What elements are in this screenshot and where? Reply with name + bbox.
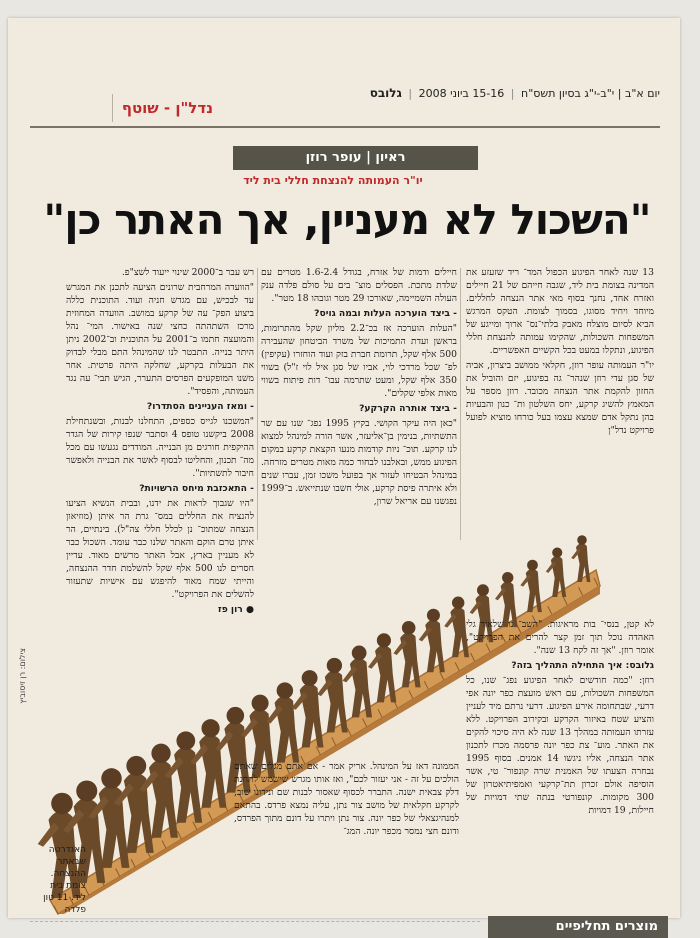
soldier-figure	[520, 560, 541, 612]
page-header	[30, 66, 660, 128]
column-divider	[257, 268, 258, 540]
photo-caption: האנדרטה שבאתר ההנצחה. צומת בית ליד. 11 טון פלדה	[43, 845, 86, 915]
headline: "השכול לא מעניין, אך האתר כן"	[43, 195, 651, 244]
paragraph: לא קטן, בנסי־ בות מראיגות. "השב־ נו שלאור גלי האהדה נוכל תוך זמן קצר להרים את הפרויקט", אומר רוזן. "אך זה לקח 13 שנה".	[466, 619, 654, 656]
paragraph: רש עבר ב־2000 שינוי ייעוד לשצ"פ.	[121, 267, 254, 278]
interview-question: - ביצד אותרה הקרקע?	[359, 403, 457, 414]
newspaper-page	[8, 18, 680, 934]
paragraph: חיילים ודמות של אזרח, בגודל 1.6-2.4 מטרים עם שלדת מתכת. הפסלים מוצ־ בים על סולם פלדה ענק העולה השמיימה, שאורכו 29 מטר וגובהו 18 מטר".	[261, 267, 457, 304]
soldier-figure	[393, 621, 420, 687]
paragraph: "היו שגבוך לראות את ידנו, ובבית הנשיא הציעו להנציח את החללים במס־ גרת הר איתן (מוזיאון הנצחה שמתוכ־ נן לכלל חללי צה"ל). בינתיים, הר איתן טרם הוקם והאתר שלנו כבר עומד. השכול כבר לא מעניין בארץ, אבל האתר מרשים מאוד. עדיין חסרים לנו 500 אלף שקל להשלמת חדר ההנצחה, והייתי שמח מאוד להיפגש עם אישיות שתעזור להשלים את הפרויקט".	[66, 498, 254, 600]
soldier-figure	[368, 633, 396, 702]
interview-question: - התאכזבת מיחס הרשויות?	[139, 483, 254, 494]
soldier-figure	[419, 609, 445, 673]
bottom-rule	[30, 921, 480, 934]
interview-question: - ומאז העניינים הסתדרו?	[146, 401, 254, 412]
paragraph: "כאן היה עיקר הקושי. בקיץ 1995 נפג־ שנו עם שר התשתיות, בנימין בן־אליעזר, אשר הורה למינהל למצוא לנו קרקע. תוכ־ ניות קודמות מנעו הקצאת קרקע במקום הפיגוע ממש, ובאלבנו לבחור כמה מאות מטרים מזרחה. במינהל הבטיחו לעזור אך בפועל משכו זמן, עברו שנים ולא איתרה פיסת קרקע, אולי חשבו שנתייאש. ב־1999 נפגשנו עם אריאל שרון,	[261, 418, 458, 507]
footer-section-band: מוצרים תחליפיים	[488, 916, 668, 938]
interview-question: גלובס: איך התחילה התהליך בזה?	[511, 660, 654, 671]
dateline: יום א"ב | י"ב-י"ג בסיון תשס"ח | 15-16 ביוני 2008 | גלובס	[369, 86, 660, 100]
date-gregorian: 15-16 ביוני 2008	[418, 87, 505, 100]
article-column-1-continued	[466, 618, 654, 900]
paragraph: רוזן: "כמה חודשים לאחר הפיגוע נפג־ שנו, כל המשפחות השכולות, עם ראש מועצת כפר יונה אפי דרעי, שבתחומה אירע הפיגוע. דרעי נרתם מיד לעניין והציע שטח באיזור הקרקע ובקירוב הפרויקט. ללא עזרתו העמותה במהלך 13 שנה לא היה סיכוי להקים את האתר. מוע־ צת כפר יונה פרסמה מכרז לתכנון אתר הנצחה, אליו ניגשו 14 אמנים. בסוף 1995 נבחרה הצעתו של האמנית שרה קונפור־ טי, אשר הוסיפה אולם זכרון תת־קרקעי ואמפיתיאטרון של 300 מקומות. קונפורטי בנתה שתי דמויות של חיילות, 19 דמויות	[466, 675, 654, 816]
byline: ראיון | עופר רוזן	[233, 146, 478, 170]
article-column-2	[261, 266, 457, 538]
publication-brand: גלובס	[369, 86, 402, 100]
soldier-figure	[546, 547, 566, 597]
paragraph: יו"ר העמותה עופר רוזן, חקלאי ממושב ביצרון, אביה של סגן עדי רוזן שנהר־ גה בפיגוע, יזם והוביל את החזון להקמת אתר הנצחה מכובד. רוזן מספר על המאמץ להשיג קרקע, יחס השלטון ות־ כנון והבעיות בהן נתקל אדם שמצא עצמו בעל כורחו מוציא לפועל פרויקט נדל"ן	[466, 360, 654, 436]
paragraph: 13 שנה לאחר הפיגוע הכפול המד־ ריד שזעזע את המדינה בצומת בית ליד, שגבה חייהם של 21 חיילים ואזרח אחד, נחנך בסוף מאי אתר הנצחה לחללים. מיוחד ויחיד מסוגו, בסמוך לצומת. הטקס המרגש הביא לסיום מוצלח מאבק בלתי־נס־ ארוך ומייגע של המשפחות השכולות, שהקימו עמותה להנצחת חללי הפיגוע, ונתקלו במעט בכל הקשיים האפשריים.	[466, 267, 654, 356]
section-tag: נדל"ן - שוטף	[112, 94, 213, 122]
paragraph: הממונה דאז על המינהל. אריק אמר - אם אתם מגלים שאתם הולכים על זה - אני יעזור לכם", ואז אותו מגרש שישמש לתחנת דלק צבאית ישנה. התברר לכסוף שאסור לבנות שם ונידונו שוב, לקרקע חקלאית של מושב צור נתן, עליה נמצא פרדס. בהתאם למנהיגצאלי של כפר יונה. צור נתן ויתרו על דונם מתוך הפרדס, ודונם חצי נמסר מכפר יונה. המג־	[234, 761, 459, 837]
kicker: יו"ר העמותה להנצחת חללי בית ליד	[243, 174, 423, 187]
interview-question: - ביצד הוערכה העלות ובמה גויס?	[314, 308, 457, 319]
soldier-figure	[343, 646, 372, 718]
paragraph: "הוועדה המרחבית שרונים הציעה לתכנן את המגרש עד לבכיש, עם מגדש חניה ועוד. התוכנית כללה ביצוע הפק־ עה של קרקע במושב. הוועדה המחוזית מרכז השתהתה כחצי שנה באישור. המי־ נהל והמועצה חתמו ב־2001 על התוכנית וב־2002 ניתן היתר בנייה. התבטר לנו שהמינהל התם מבלי לבדוק את הבעלות בקרקע, שחלקה היתה פרטית. אחר משנו המופקעים הפרסים התערר, הגיש תבי־ עה נגד העמותה, והפסיד".	[66, 282, 254, 397]
soldier-figure	[292, 670, 324, 747]
author-signoff: ● רון פז	[218, 604, 254, 615]
paragraph: "העלות הוערכה אז בכ־2.2 מליון שקל מהתרומות, בראשן ועדת התמיכות של משרד הביטחון שהעבירה 500 אלף שקל, תרומת חברת בזק ועוד הוחזרו (עקיפין) לפ־ שכל מרדכי לוי, אביו של סגן איל לוי ז"ל) בשווי 350 אלף שקל, ומעט שתרמה עבו־ דות פיתוח בשווי מאות אלפי שקלים".	[261, 323, 458, 399]
photo-credit: צילום: רן זיסוביץ	[18, 648, 27, 704]
soldier-figure	[571, 535, 590, 582]
date-hebrew: יום א"ב | י"ב-י"ג בסיון תשס"ח	[521, 87, 660, 100]
soldier-figure	[317, 658, 348, 733]
paragraph: "המשכנו לגייס כספים, התחלנו לבנות, ובשנתחילת 2008 ביקשנו טופס 4 וסתבר שנפו קירות של הגדר ההיקפית חורגים מן הבנייה. המודדים נגעשו עם מכל מה־ תכנון, והחליטו לבסוף לאשר את הבנייה ולאפשר חיבור לתשתיות".	[66, 416, 254, 479]
article-column-2-continued	[234, 760, 459, 900]
column-divider	[460, 268, 461, 540]
